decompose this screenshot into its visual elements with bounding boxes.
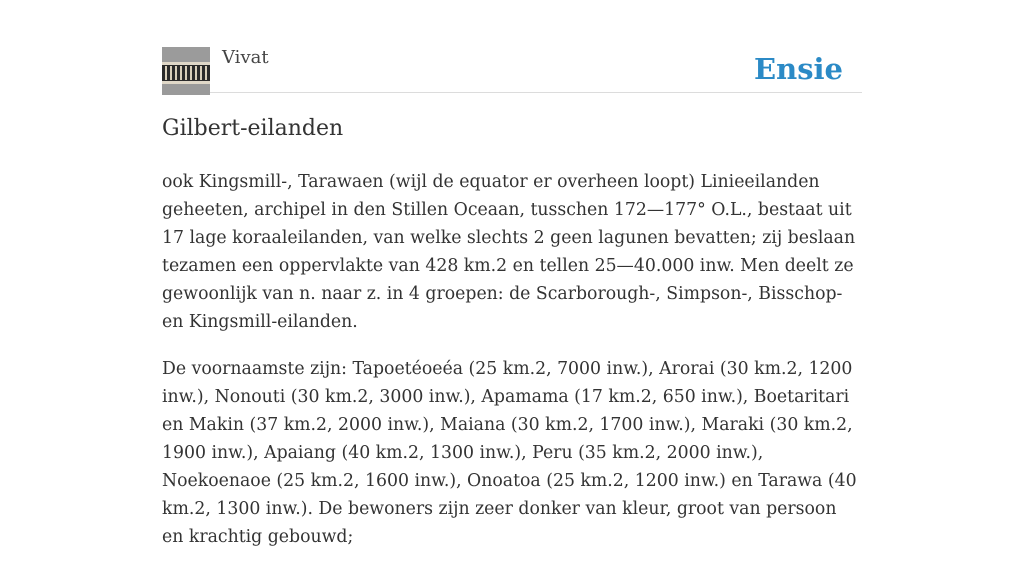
source-name[interactable]: Vivat bbox=[222, 47, 269, 68]
brand-logo[interactable]: Ensie bbox=[754, 52, 843, 86]
paragraph: De voornaamste zijn: Tapoetéoeéa (25 km.2, 7000 inw.), Arorai (30 km.2, 1200 inw.), Nonouti (30 km.2, 3000 inw.), Apamama (17 km.2, 650 inw.), Boetaritari en Makin (37 km.2, 2000 inw.), Maiana (30 km.2, 1700 inw.), Maraki (30 km.2, 1900 inw.), Apaiang (40 km.2, 1300 inw.), Peru (35 km.2, 2000 inw.), Noekoenaoe (25 km.2, 1600 inw.), Onoatoa (25 km.2, 1200 inw.) en Tarawa (40 km.2, 1300 inw.). De bewoners zijn zeer donker van kleur, groot van persoon en krachtig gebouwd; bbox=[162, 359, 857, 547]
header bbox=[162, 46, 862, 93]
book-spines-icon bbox=[162, 47, 210, 95]
page-title: Gilbert-eilanden bbox=[162, 116, 344, 141]
article-body bbox=[162, 168, 862, 570]
paragraph: ook Kingsmill-, Tarawaen (wijl de equator er overheen loopt) Linieeilanden geheeten, archipel in den Stillen Oceaan, tusschen 172—177° O.L., bestaat uit 17 lage koraaleilanden, van welke slechts 2 geen lagunen bevatten; zij beslaan tezamen een oppervlakte van 428 km.2 en tellen 25—40.000 inw. Men deelt ze gewoonlijk van n. naar z. in 4 groepen: de Scarborough-, Simpson-, Bisschop- en Kingsmill-eilanden. bbox=[162, 172, 856, 332]
avatar[interactable] bbox=[162, 47, 210, 95]
